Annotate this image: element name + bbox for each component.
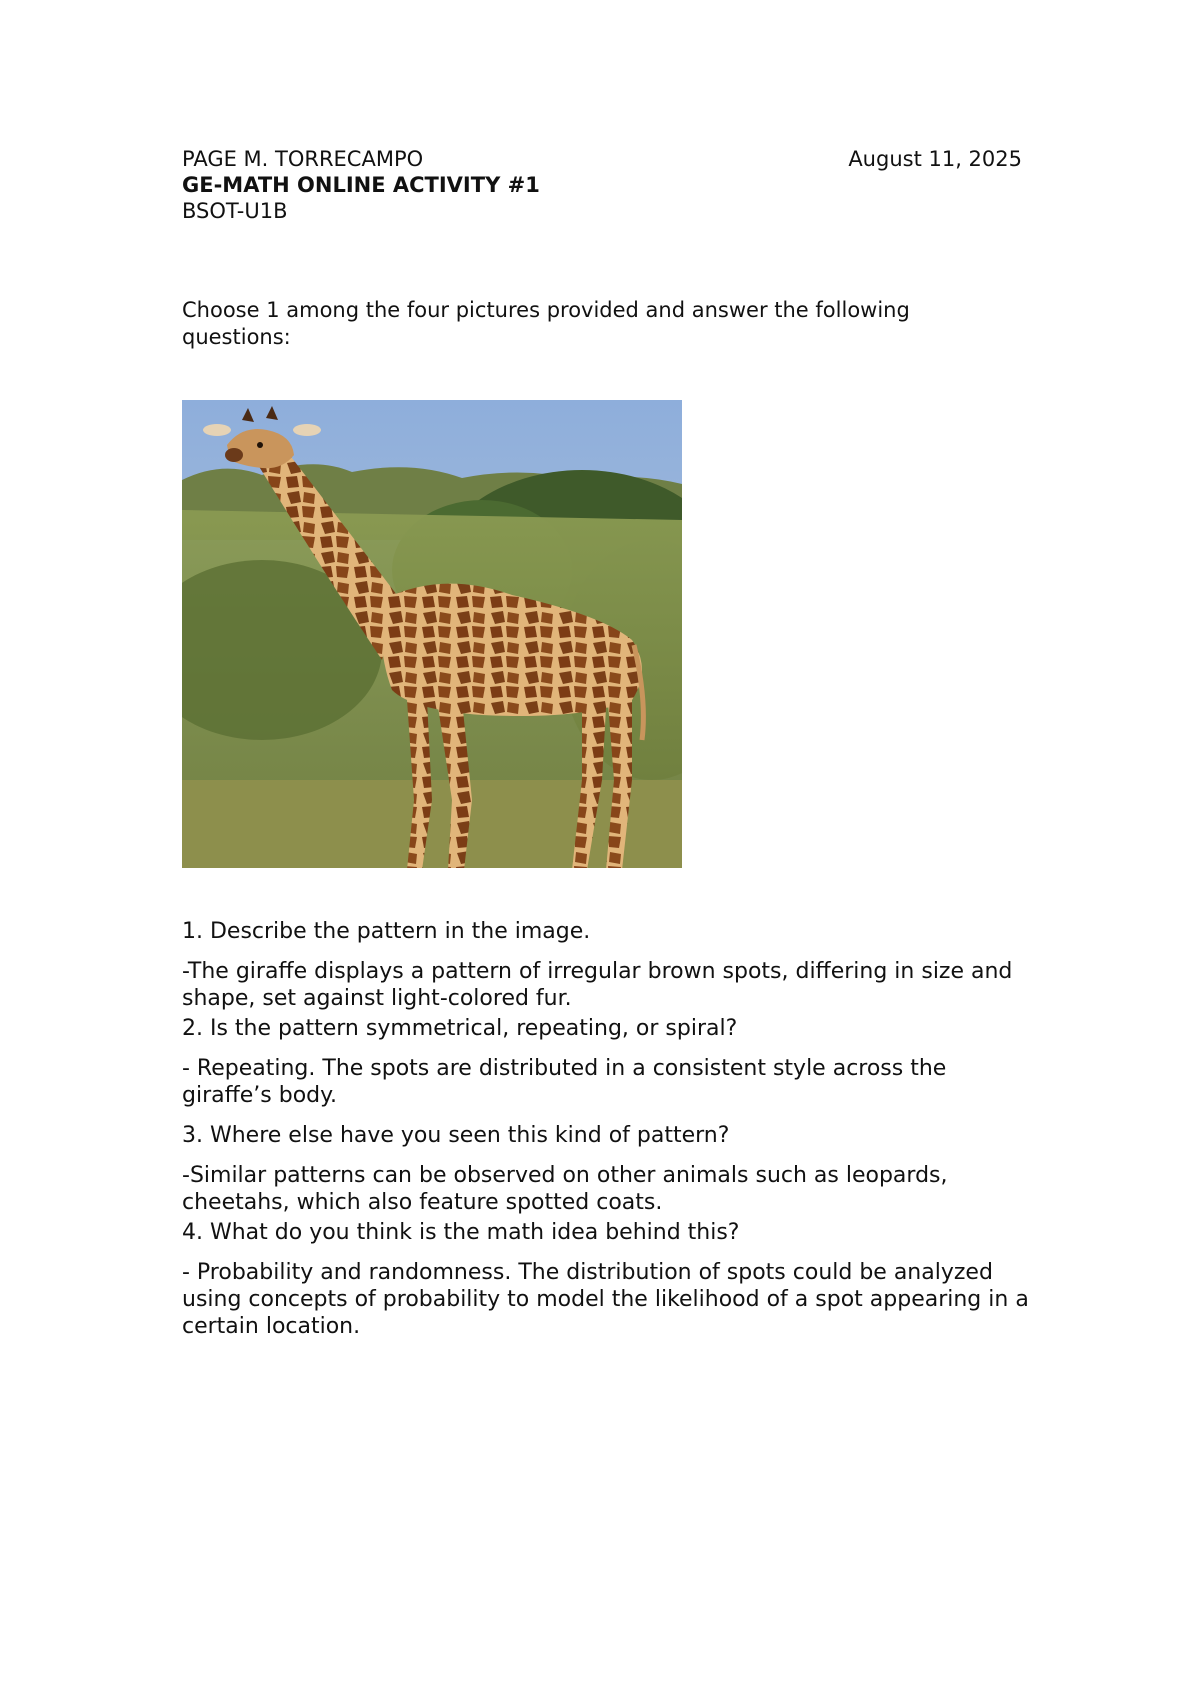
- instructions-text: Choose 1 among the four pictures provided and answer the following questions:: [182, 298, 910, 349]
- author-name: PAGE M. TORRECAMPO: [182, 147, 424, 171]
- section-code: BSOT-U1B: [182, 199, 288, 223]
- document-date: August 11, 2025: [848, 147, 1022, 171]
- answer-2: - Repeating. The spots are distributed in a consistent style across the giraffe’s body.: [182, 1056, 947, 1108]
- question-2: 2. Is the pattern symmetrical, repeating, or spiral?: [182, 1016, 738, 1041]
- header-row: [182, 146, 1022, 173]
- giraffe-photo: [182, 400, 682, 868]
- answer-3: -Similar patterns can be observed on other animals such as leopards, cheetahs, which also feature spotted coats.: [182, 1163, 948, 1215]
- qa-section: [182, 918, 1032, 1343]
- answer-1: -The giraffe displays a pattern of irregular brown spots, differing in size and shape, set against light-colored fur.: [182, 959, 1013, 1011]
- question-4: 4. What do you think is the math idea behind this?: [182, 1220, 740, 1245]
- answer-4: - Probability and randomness. The distribution of spots could be analyzed using concepts of probability to model the likelihood of a spot appearing in a certain location.: [182, 1260, 1029, 1339]
- document-title: GE-MATH ONLINE ACTIVITY #1: [182, 173, 540, 197]
- question-3: 3. Where else have you seen this kind of pattern?: [182, 1123, 730, 1148]
- question-1: 1. Describe the pattern in the image.: [182, 919, 591, 944]
